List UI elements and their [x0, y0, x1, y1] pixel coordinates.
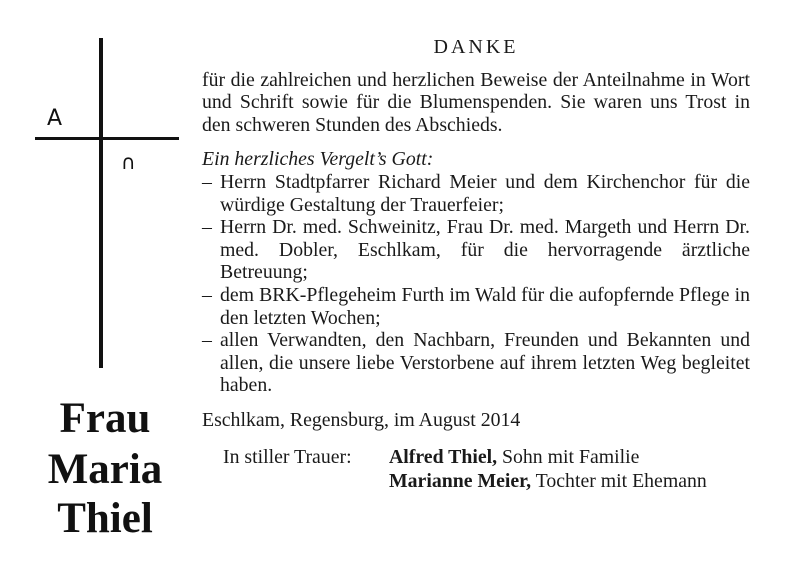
thanks-item-text: dem BRK-Pflegeheim Furth im Wald für die aufopfernde Pflege in den letzten Wochen; — [220, 283, 750, 329]
thanks-item-text: allen Verwandten, den Nachbarn, Freunden und Bekannten und allen, die unsere liebe Verstorbene auf ihrem letzten Weg begleitet haben. — [220, 329, 750, 397]
signature-block — [202, 446, 750, 496]
deceased-name-line-1: Frau — [59, 395, 151, 442]
mourner-line — [389, 446, 639, 469]
thanks-item-text: Herrn Dr. med. Schweinitz, Frau Dr. med. Margeth und Herrn Dr. med. Dobler, Eschlkam, für die hervorragende ärztliche Betreuung; — [220, 216, 750, 284]
dash-bullet: – — [202, 170, 212, 193]
cross-vertical-beam — [99, 38, 103, 368]
notice-body — [202, 36, 750, 496]
mourner-name: Alfred Thiel, — [389, 445, 498, 468]
deceased-name-line-2: Maria — [47, 446, 163, 493]
deceased-name-line-3: Thiel — [57, 495, 153, 542]
notice-title: DANKE — [433, 36, 519, 58]
place-date-line: Eschlkam, Regensburg, im August 2014 — [202, 408, 521, 431]
intro-paragraph: für die zahlreichen und herzlichen Beweise der Anteilnahme in Wort und Schrift sowie für die Blumenspenden. Sie waren uns Trost in den schweren Stunden des Abschieds. — [202, 68, 750, 136]
thanks-item — [202, 216, 750, 284]
mourner-name: Marianne Meier, — [389, 469, 532, 492]
omega-symbol: ∩ — [121, 150, 136, 174]
thanks-list — [202, 171, 750, 397]
dash-bullet: – — [202, 283, 212, 306]
dash-bullet: – — [202, 216, 212, 239]
mourner-relation: Sohn mit Familie — [497, 445, 640, 468]
cross-horizontal-beam — [35, 137, 179, 140]
mourner-line — [389, 470, 707, 493]
dash-bullet: – — [202, 329, 212, 352]
alpha-symbol: A — [47, 106, 63, 131]
thanks-item — [202, 329, 750, 397]
thanks-item — [202, 171, 750, 216]
greeting-line: Ein herzliches Vergelt’s Gott: — [202, 148, 434, 171]
thanks-item — [202, 284, 750, 329]
thanks-item-text: Herrn Stadtpfarrer Richard Meier und dem Kirchenchor für die würdige Gestaltung der Trauerfeier; — [220, 170, 750, 216]
signature-label: In stiller Trauer: — [223, 445, 352, 468]
mourner-relation: Tochter mit Ehemann — [531, 469, 707, 492]
